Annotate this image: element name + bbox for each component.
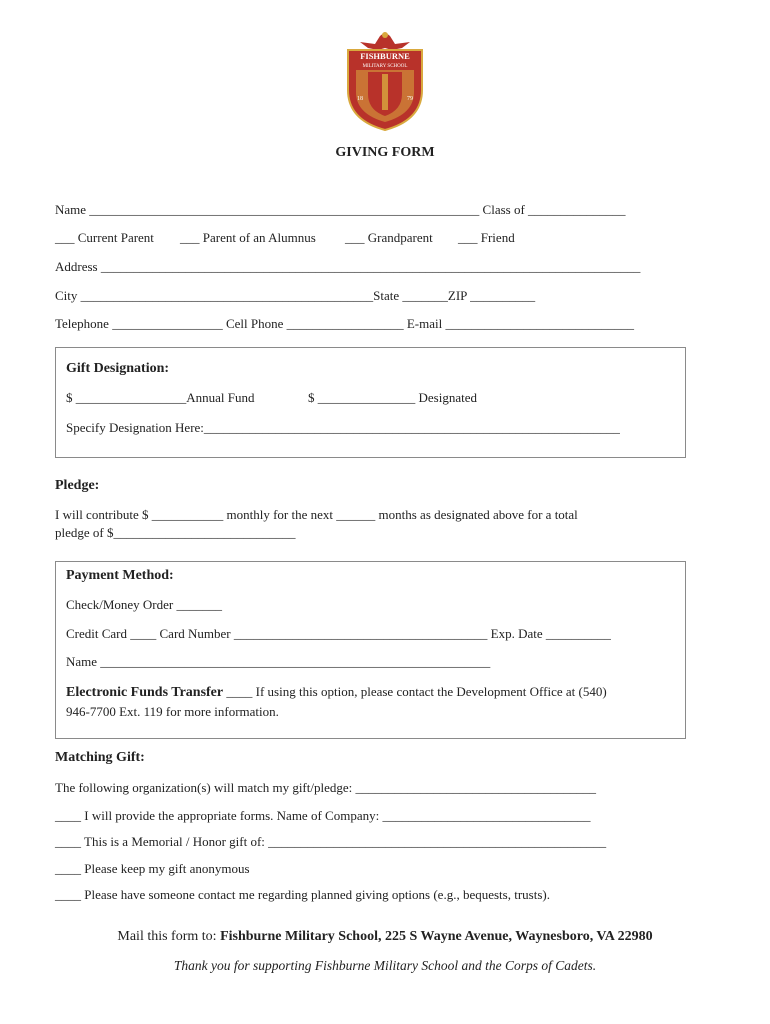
relation-friend[interactable]: ___ Friend [458,230,515,245]
school-crest-logo [340,28,430,132]
planned-giving-option[interactable]: ____ Please have someone contact me regarding planned giving options (e.g., bequests, trusts). [55,887,550,902]
designated-field[interactable]: $ _______________ Designated [308,390,477,405]
credit-card-field[interactable]: Credit Card ____ Card Number _______________________________________ Exp. Date __________ [66,626,611,641]
mail-instructions [0,929,770,945]
address-field[interactable]: Address ___________________________________________________________________________________ [55,259,641,274]
pledge-line-2[interactable]: pledge of $____________________________ [55,525,296,540]
matching-org-field[interactable]: The following organization(s) will match my gift/pledge: _____________________________________ [55,780,596,795]
payment-method-heading: Payment Method: [66,568,174,583]
crest-year-right: 79 [407,96,413,102]
mail-address: Fishburne Military School, 225 S Wayne Avenue, Waynesboro, VA 22980 [220,929,653,944]
pledge-line-1[interactable]: I will contribute $ ___________ monthly for the next ______ months as designated above for a total [55,507,578,522]
annual-fund-field[interactable]: $ _________________Annual Fund [66,390,255,405]
eft-line-1[interactable] [66,684,607,701]
matching-gift-heading: Matching Gift: [55,750,145,765]
specify-designation-field[interactable]: Specify Designation Here:________________________________________________________________ [66,420,620,435]
eft-line-2: 946-7700 Ext. 119 for more information. [66,704,279,719]
thank-you-note: Thank you for supporting Fishburne Military School and the Corps of Cadets. [173,958,597,973]
crest-year-left: 18 [357,96,363,102]
city-state-zip-field[interactable]: City _____________________________________________State _______ZIP __________ [55,288,536,303]
form-title: GIVING FORM [335,145,435,160]
company-forms-field[interactable]: ____ I will provide the appropriate forms. Name of Company: ________________________________ [55,808,591,823]
memorial-honor-field[interactable]: ____ This is a Memorial / Honor gift of: ____________________________________________________ [55,834,607,849]
card-name-field[interactable]: Name ____________________________________________________________ [66,654,491,669]
crest-name-top: FISHBURNE [360,51,410,61]
crest-name-sub: MILITARY SCHOOL [362,64,408,69]
check-money-order-field[interactable]: Check/Money Order _______ [66,597,222,612]
relation-parent-alumnus[interactable]: ___ Parent of an Alumnus [180,230,316,245]
relation-grandparent[interactable]: ___ Grandparent [345,230,433,245]
eft-label: Electronic Funds Transfer [66,685,224,700]
phone-email-field[interactable]: Telephone _________________ Cell Phone __________________ E-mail _____________________________ [55,316,634,331]
relation-current-parent[interactable]: ___ Current Parent [55,230,154,245]
eft-instructions: ____ If using this option, please contact the Development Office at (540) [223,684,607,699]
pledge-heading: Pledge: [55,478,100,493]
name-class-field[interactable]: Name ____________________________________________________________ Class of _______________ [55,202,626,217]
gift-designation-heading: Gift Designation: [66,361,170,376]
mail-prefix: Mail this form to: [117,929,221,944]
anonymous-option[interactable]: ____ Please keep my gift anonymous [55,861,250,876]
